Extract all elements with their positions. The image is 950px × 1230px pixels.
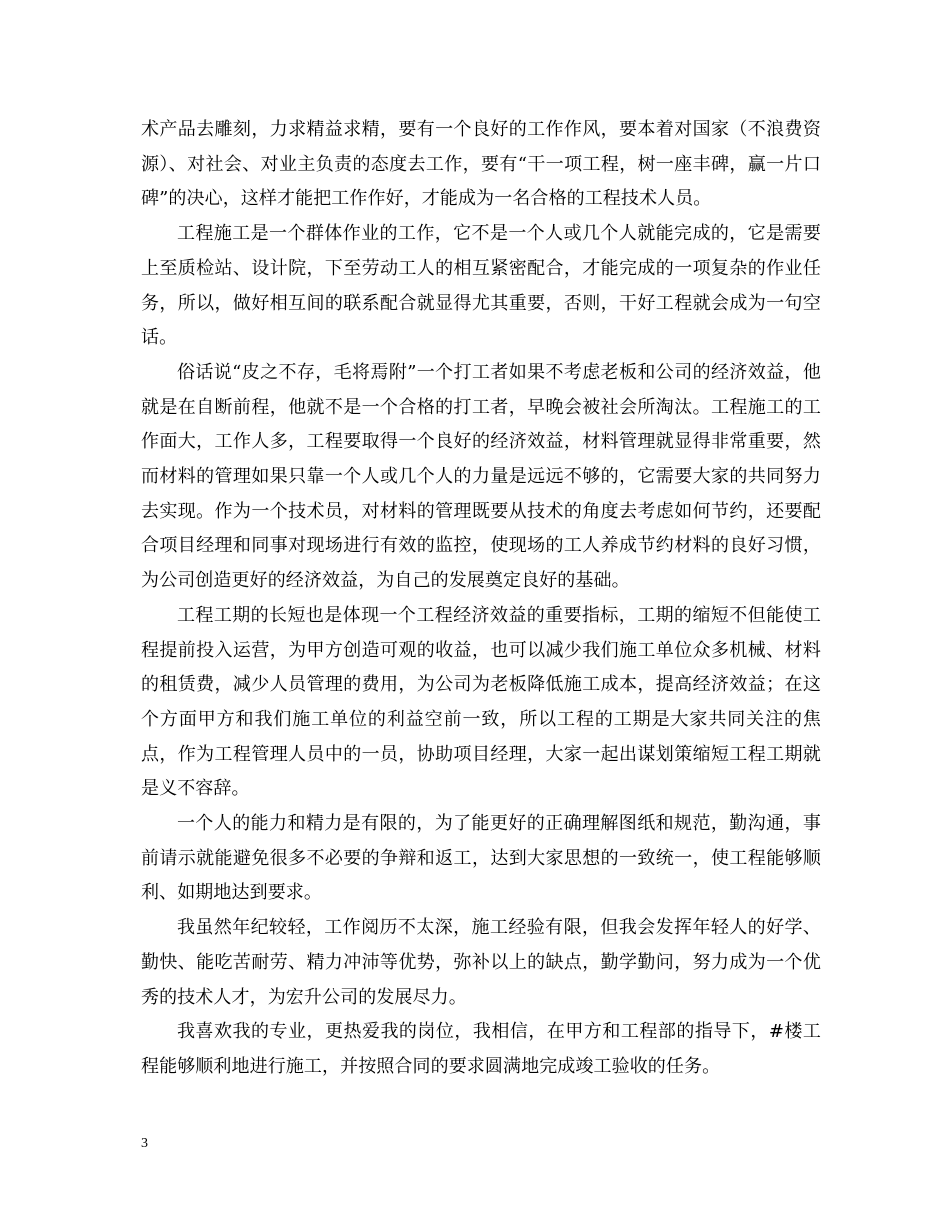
paragraph-material-management: 俗话说“皮之不存，毛将焉附”一个打工者如果不考虑老板和公司的经济效益，他就是在自断前程，他就不是一个合格的打工者，早晚会被社会所淘汰。工程施工的工作面大，工作人多，工程要取得一个良好的经济效益，材料管理就显得非常重要，然而材料的管理如果只靠一个人或几个人的力量是远远不够的，它需要大家的共同努力去实现。作为一个技术员，对材料的管理既要从技术的角度去考虑如何节约，还要配合项目经理和同事对现场进行有效的监控，使现场的工人养成节约材料的良好习惯，为公司创造更好的经济效益，为自己的发展奠定良好的基础。 xyxy=(141,361,821,592)
paragraph-group-work: 工程施工是一个群体作业的工作，它不是一个人或几个人就能完成的，它是需要上至质检站、设计院，下至劳动工人的相互紧密配合，才能完成的一项复杂的作业任务，所以，做好相互间的联系配合就显得尤其重要，否则，干好工程就会成为一句空话。 xyxy=(141,223,821,349)
paragraph-communication: 一个人的能力和精力是有限的，为了能更好的正确理解图纸和规范，勤沟通，事前请示就能避免很多不必要的争辩和返工，达到大家思想的一致统一，使工程能够顺利、如期地达到要求。 xyxy=(141,813,821,904)
paragraph-conclusion: 我喜欢我的专业，更热爱我的岗位，我相信，在甲方和工程部的指导下，#楼工程能够顺利地进行施工，并按照合同的要求圆满地完成竣工验收的任务。 xyxy=(141,1021,821,1077)
paragraph-continued: 术产品去雕刻，力求精益求精，要有一个良好的工作作风，要本着对国家（不浪费资源）、对社会、对业主负责的态度去工作，要有“干一项工程，树一座丰碑，赢一片口碑”的决心，这样才能把工作作好，才能成为一名合格的工程技术人员。 xyxy=(141,119,821,210)
paragraph-self-improvement: 我虽然年纪较轻，工作阅历不太深，施工经验有限，但我会发挥年轻人的好学、勤快、能吃苦耐劳、精力冲沛等优势，弥补以上的缺点，勤学勤问，努力成为一个优秀的技术人才，为宏升公司的发展尽力。 xyxy=(141,917,821,1008)
paragraph-schedule: 工程工期的长短也是体现一个工程经济效益的重要指标，工期的缩短不但能使工程提前投入运营，为甲方创造可观的收益，也可以减少我们施工单位众多机械、材料的租赁费，减少人员管理的费用，为公司为老板降低施工成本，提高经济效益；在这个方面甲方和我们施工单位的利益空前一致，所以工程的工期是大家共同关注的焦点，作为工程管理人员中的一员，协助项目经理，大家一起出谋划策缩短工程工期就是义不容辞。 xyxy=(141,604,821,800)
page-number: 3 xyxy=(141,1136,148,1151)
document-body xyxy=(141,113,821,1085)
